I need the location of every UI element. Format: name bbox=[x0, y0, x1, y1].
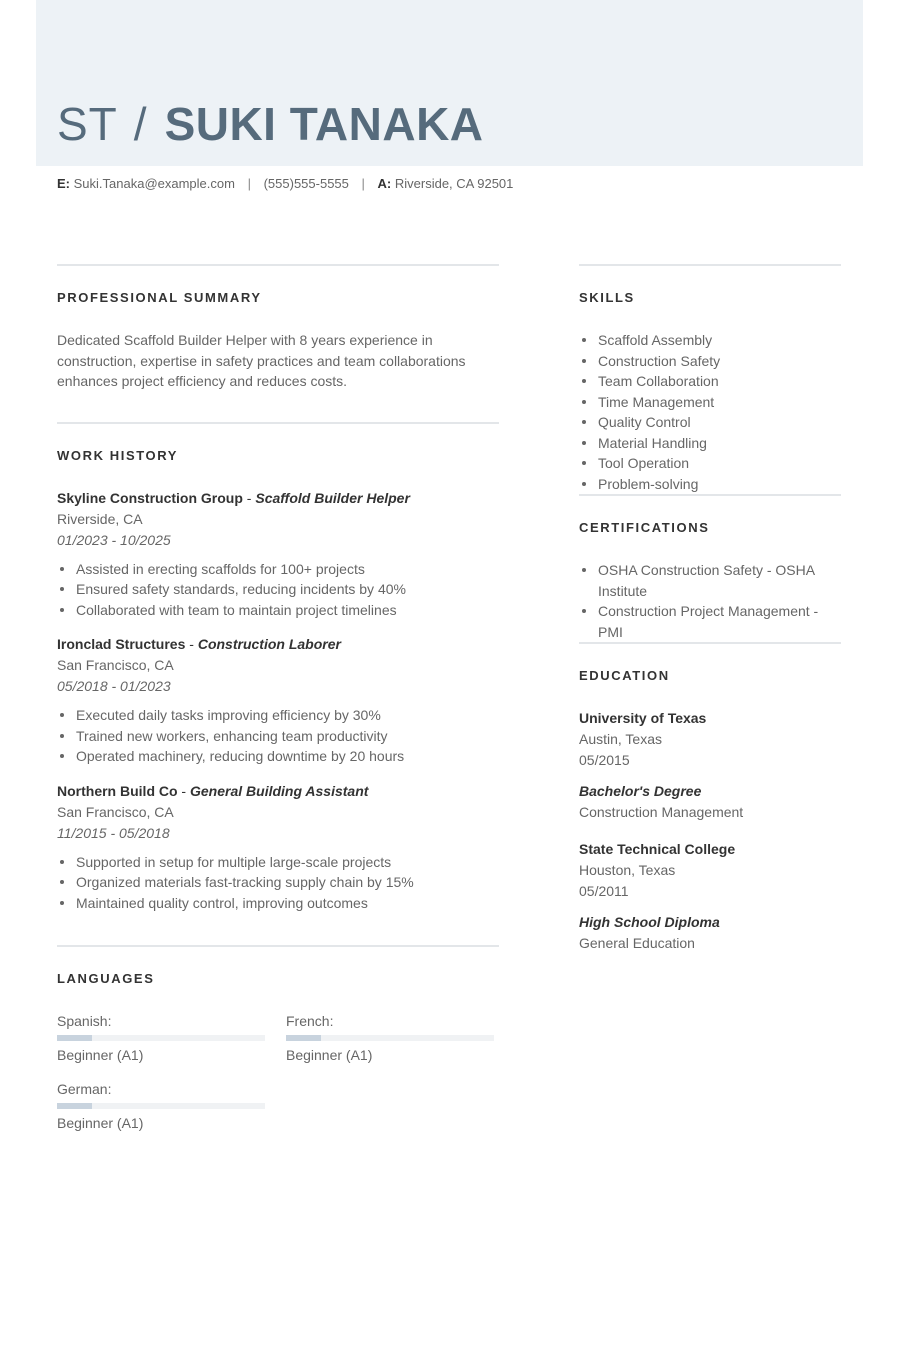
list-item: Ensured safety standards, reducing incidents by 40% bbox=[57, 579, 499, 600]
list-item: Team Collaboration bbox=[579, 371, 841, 392]
education-section bbox=[579, 642, 841, 954]
list-item: Organized materials fast-tracking supply chain by 15% bbox=[57, 872, 499, 893]
list-item: Tool Operation bbox=[579, 453, 841, 474]
certifications-section bbox=[579, 494, 841, 642]
language-proficiency-bar bbox=[57, 1035, 265, 1041]
list-item: Maintained quality control, improving outcomes bbox=[57, 893, 499, 914]
company-name: Northern Build Co bbox=[57, 782, 178, 799]
list-item: Material Handling bbox=[579, 433, 841, 454]
language-name: Spanish: bbox=[57, 1013, 112, 1029]
list-item: Trained new workers, enhancing team productivity bbox=[57, 726, 499, 747]
full-name: SUKI TANAKA bbox=[164, 98, 484, 150]
graduation-date: 05/2015 bbox=[579, 752, 630, 768]
job-position: Construction Laborer bbox=[197, 636, 341, 652]
skills-list bbox=[579, 330, 841, 494]
list-item: Construction Project Management - PMI bbox=[579, 601, 841, 642]
company-name: Skyline Construction Group bbox=[57, 489, 243, 506]
language-level: Beginner (A1) bbox=[286, 1047, 373, 1063]
job-position: General Building Assistant bbox=[190, 782, 369, 799]
job-dates: 11/2015 - 05/2018 bbox=[57, 824, 170, 841]
company-name: Ironclad Structures bbox=[57, 636, 186, 652]
list-item: Construction Safety bbox=[579, 351, 841, 372]
languages-section bbox=[57, 945, 499, 1133]
list-item: Problem-solving bbox=[579, 474, 841, 495]
school-location: Houston, Texas bbox=[579, 862, 676, 878]
section-divider bbox=[57, 945, 499, 947]
language-name: French: bbox=[286, 1013, 334, 1029]
education-entry bbox=[579, 708, 841, 823]
job-title-line bbox=[57, 781, 499, 802]
school-location: Austin, Texas bbox=[579, 731, 663, 747]
degree-name: Bachelor's Degree bbox=[579, 783, 702, 799]
list-item: Executed daily tasks improving efficiency by 30% bbox=[57, 705, 499, 726]
languages-grid bbox=[57, 1011, 499, 1133]
school-name: State Technical College bbox=[579, 841, 736, 857]
job-dates: 05/2018 - 01/2023 bbox=[57, 678, 171, 694]
address-label: A: bbox=[377, 176, 392, 191]
section-divider bbox=[579, 494, 841, 496]
phone-number[interactable]: (555)555-5555 bbox=[263, 176, 349, 191]
list-item: Supported in setup for multiple large-scale projects bbox=[57, 852, 499, 873]
language-level: Beginner (A1) bbox=[57, 1047, 144, 1063]
summary-text: Dedicated Scaffold Builder Helper with 8 years experience in construction, expertise in safety practices and team collaborations enhances project efficiency and reduces costs. bbox=[57, 332, 466, 389]
graduation-date: 05/2011 bbox=[579, 883, 629, 899]
section-divider bbox=[57, 264, 499, 266]
name-header bbox=[57, 96, 484, 152]
left-column bbox=[57, 264, 499, 1133]
language-proficiency-fill bbox=[286, 1035, 321, 1041]
job-location: Riverside, CA bbox=[57, 510, 143, 527]
school-name: University of Texas bbox=[579, 710, 707, 726]
section-heading: SKILLS bbox=[579, 290, 635, 305]
section-divider bbox=[579, 264, 841, 266]
language-level: Beginner (A1) bbox=[57, 1115, 144, 1131]
job-location: San Francisco, CA bbox=[57, 657, 174, 673]
section-divider bbox=[57, 422, 499, 424]
list-item: OSHA Construction Safety - OSHA Institute bbox=[579, 560, 841, 601]
job-entry bbox=[57, 488, 499, 621]
list-item: Collaborated with team to maintain project timelines bbox=[57, 600, 499, 621]
list-item: Quality Control bbox=[579, 412, 841, 433]
contact-line bbox=[57, 176, 513, 191]
language-name: German: bbox=[57, 1081, 112, 1097]
section-heading: PROFESSIONAL SUMMARY bbox=[57, 290, 262, 305]
job-entry bbox=[57, 634, 499, 767]
certifications-list bbox=[579, 560, 841, 642]
education-entry bbox=[579, 839, 841, 954]
job-title-line bbox=[57, 488, 499, 509]
language-item bbox=[286, 1011, 494, 1065]
degree-field: General Education bbox=[579, 935, 695, 951]
section-heading: WORK HISTORY bbox=[57, 447, 179, 463]
job-bullets bbox=[57, 705, 499, 767]
email-label: E: bbox=[57, 176, 70, 191]
section-heading: CERTIFICATIONS bbox=[579, 520, 710, 535]
title-dash: - bbox=[185, 636, 198, 652]
job-bullets bbox=[57, 559, 499, 621]
degree-field: Construction Management bbox=[579, 804, 744, 820]
initials: ST bbox=[57, 98, 118, 150]
language-item bbox=[57, 1011, 265, 1065]
work-history-section bbox=[57, 422, 499, 914]
job-location: San Francisco, CA bbox=[57, 803, 174, 820]
section-heading: EDUCATION bbox=[579, 668, 670, 683]
email-address[interactable]: Suki.Tanaka@example.com bbox=[73, 176, 235, 191]
language-item bbox=[57, 1079, 265, 1133]
professional-summary-section bbox=[57, 264, 499, 392]
contact-separator: | bbox=[247, 176, 251, 191]
list-item: Time Management bbox=[579, 392, 841, 413]
job-position: Scaffold Builder Helper bbox=[255, 489, 410, 506]
name-separator: / bbox=[133, 98, 147, 150]
right-column bbox=[579, 264, 841, 964]
language-proficiency-bar bbox=[286, 1035, 494, 1041]
language-proficiency-fill bbox=[57, 1103, 92, 1109]
contact-separator: | bbox=[361, 176, 365, 191]
list-item: Scaffold Assembly bbox=[579, 330, 841, 351]
language-proficiency-fill bbox=[57, 1035, 92, 1041]
language-proficiency-bar bbox=[57, 1103, 265, 1109]
list-item: Assisted in erecting scaffolds for 100+ projects bbox=[57, 559, 499, 580]
job-dates: 01/2023 - 10/2025 bbox=[57, 531, 171, 548]
degree-name: High School Diploma bbox=[579, 914, 720, 930]
skills-section bbox=[579, 264, 841, 494]
title-dash: - bbox=[177, 782, 190, 799]
list-item: Operated machinery, reducing downtime by 20 hours bbox=[57, 746, 499, 767]
section-divider bbox=[579, 642, 841, 644]
job-bullets bbox=[57, 852, 499, 914]
title-dash: - bbox=[242, 489, 256, 506]
address: Riverside, CA 92501 bbox=[394, 176, 514, 191]
job-entry bbox=[57, 781, 499, 914]
job-title-line bbox=[57, 634, 499, 655]
section-heading: LANGUAGES bbox=[57, 971, 155, 986]
